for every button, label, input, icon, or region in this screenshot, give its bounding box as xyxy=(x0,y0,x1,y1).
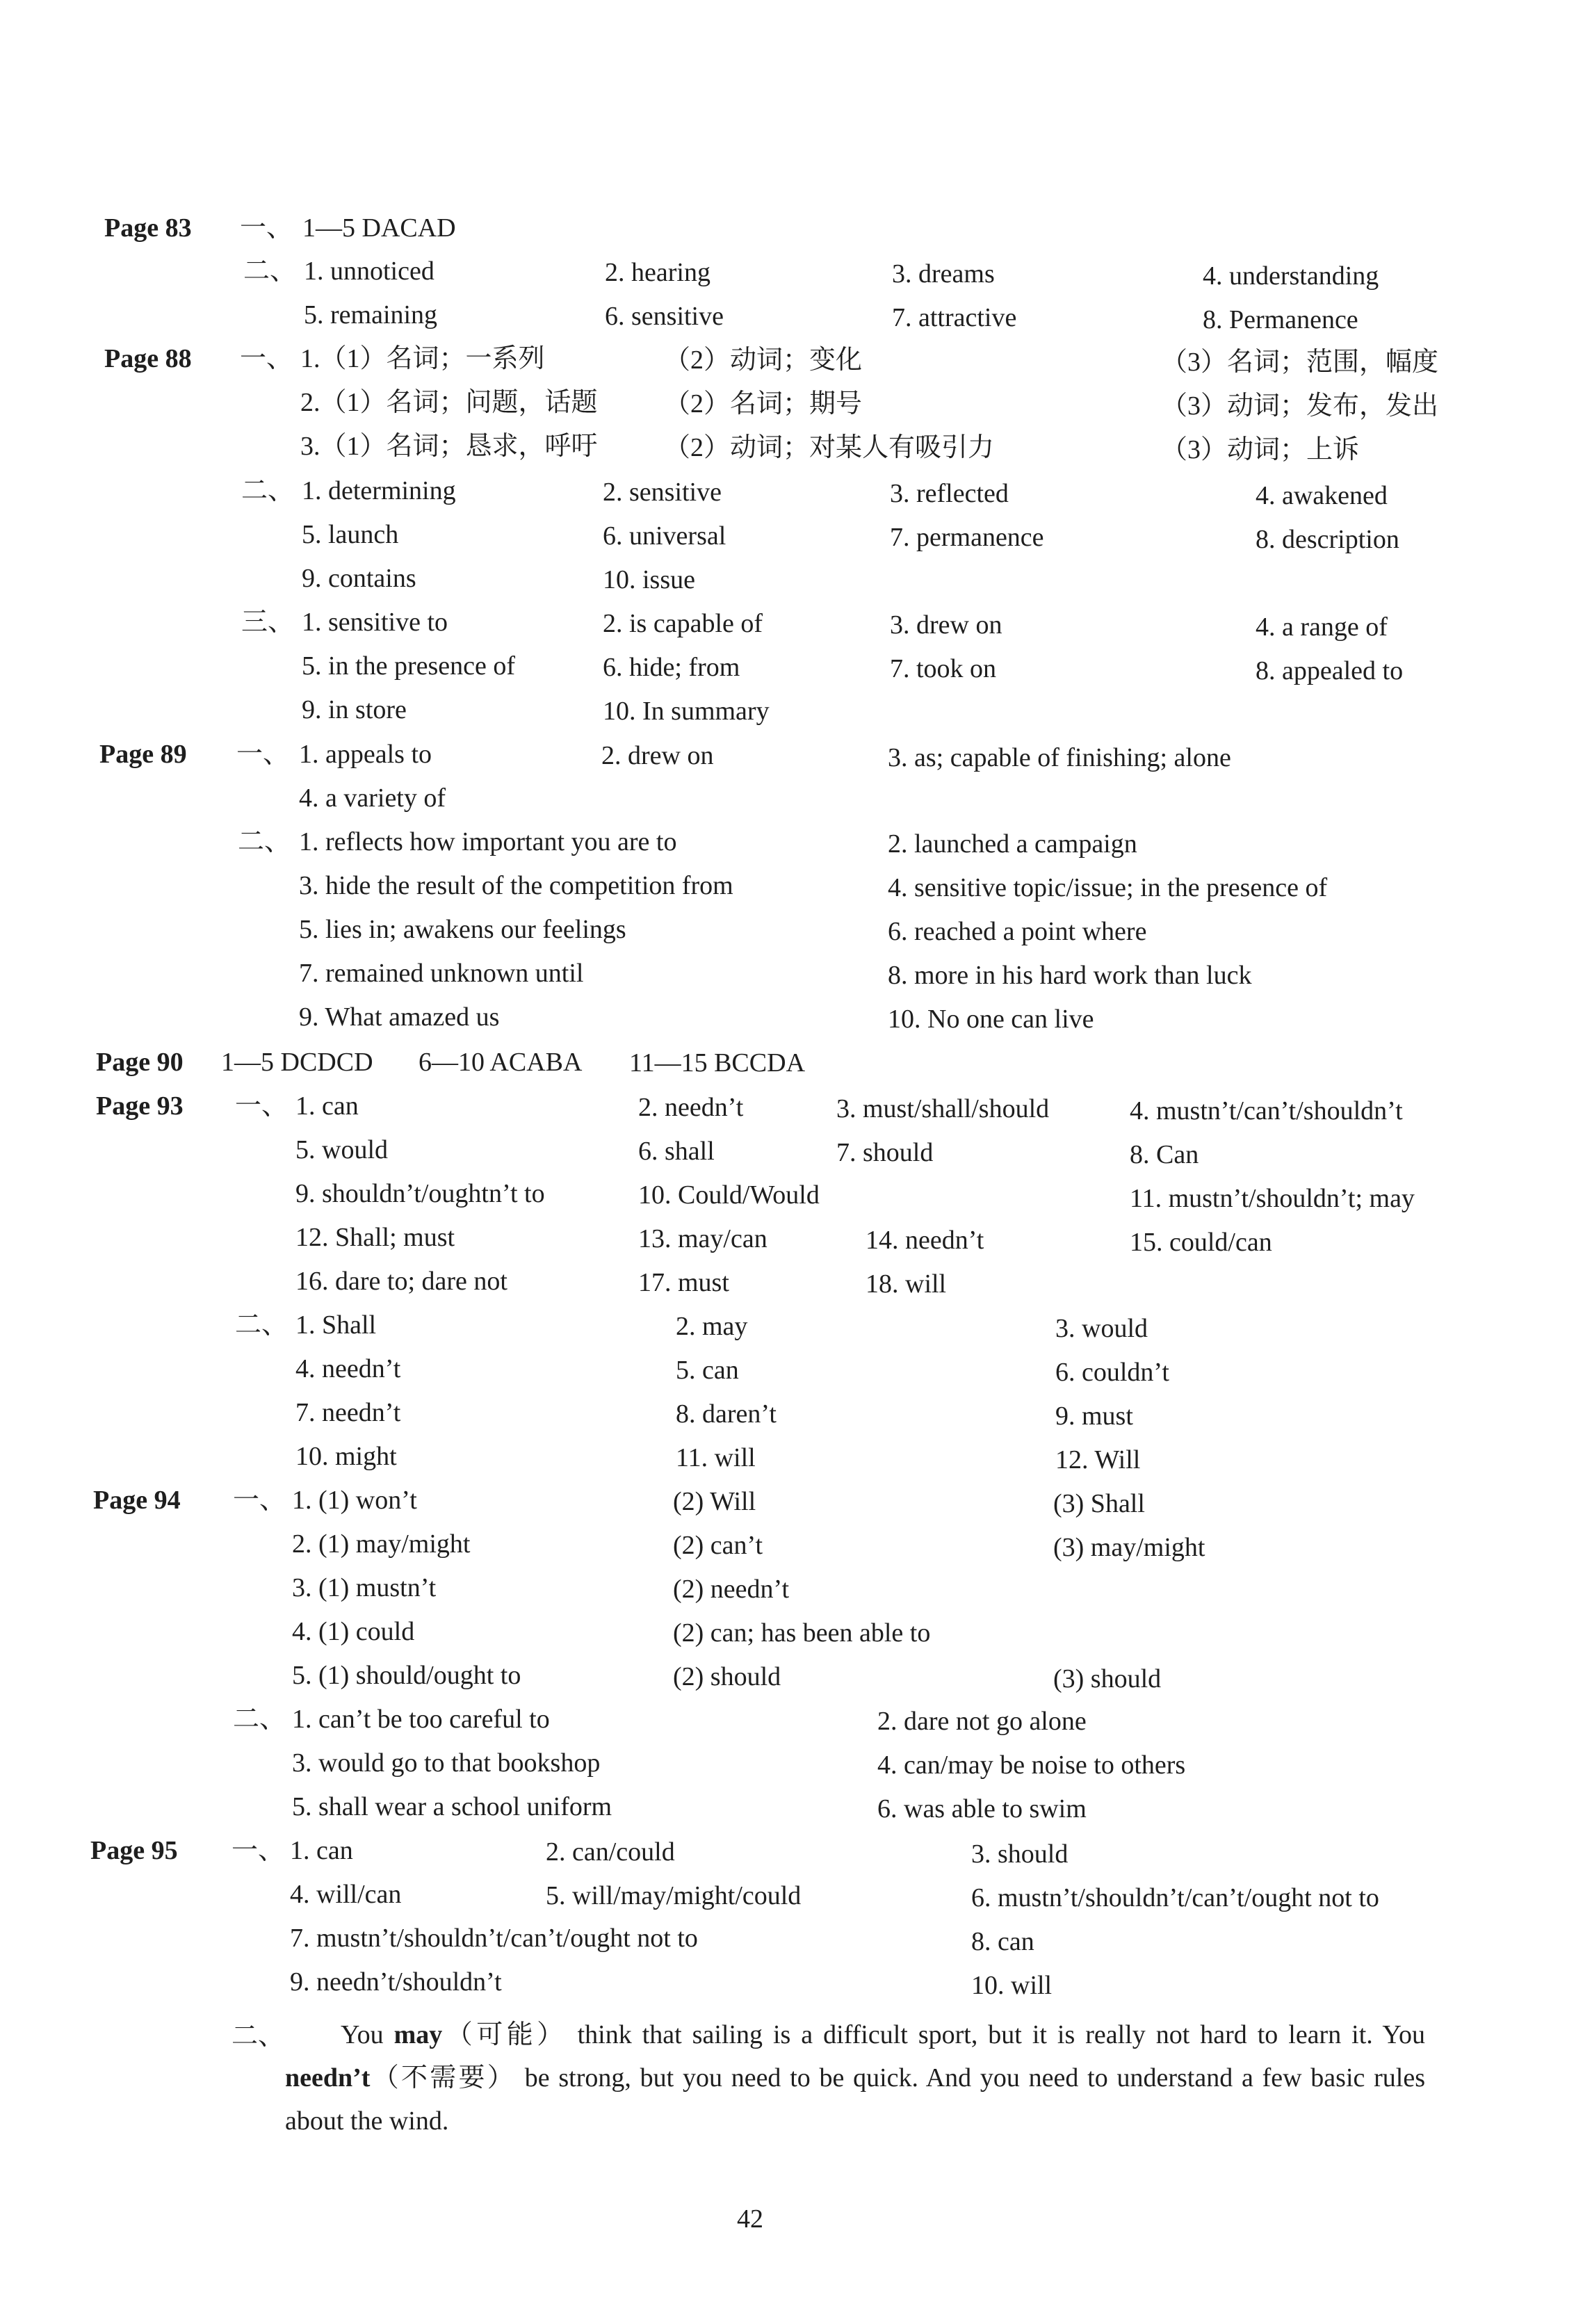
answer: 2.（1）名词；问题，话题 xyxy=(300,388,598,417)
section-mark: 一、 xyxy=(240,213,293,243)
answer: （2）名词；期号 xyxy=(664,389,863,419)
answer: 6. shall xyxy=(638,1137,715,1166)
answer: (2) should xyxy=(673,1662,781,1691)
answer: 10. No one can live xyxy=(888,1005,1094,1034)
answer: 1. can xyxy=(290,1836,353,1865)
answer: 12. Shall; must xyxy=(295,1223,455,1252)
answer: 6. sensitive xyxy=(605,302,724,331)
answer: (3) may/might xyxy=(1053,1533,1205,1562)
answer: 5. will/may/might/could xyxy=(546,1881,802,1910)
answer: 4. (1) could xyxy=(292,1617,415,1646)
answer: 3. must/shall/should xyxy=(836,1094,1050,1123)
section-mark: 二、 xyxy=(238,827,291,856)
answer: 10. will xyxy=(971,1971,1053,2000)
answer: 2. may xyxy=(676,1312,748,1341)
answer: 6. mustn’t/shouldn’t/can’t/ought not to xyxy=(971,1883,1379,1912)
answer: (3) should xyxy=(1053,1664,1162,1693)
section-mark: 二、 xyxy=(243,257,297,286)
answer: 3. drew on xyxy=(890,610,1002,640)
answer: (3) Shall xyxy=(1053,1489,1145,1518)
answer: 7. permanence xyxy=(890,523,1044,552)
answer: 17. must xyxy=(638,1268,729,1297)
answer: 14. needn’t xyxy=(866,1226,984,1255)
passage-text: You xyxy=(341,2020,394,2049)
answer: 2. dare not go alone xyxy=(877,1707,1087,1736)
answer: 8. daren’t xyxy=(676,1399,777,1429)
answer: 6. couldn’t xyxy=(1055,1358,1169,1387)
answer: 1—5 DCDCD xyxy=(221,1048,373,1077)
answer: 7. remained unknown until xyxy=(299,959,584,988)
answer: 3. should xyxy=(971,1839,1069,1869)
answer: 9. in store xyxy=(302,695,407,724)
answer: 1. reflects how important you are to xyxy=(299,827,677,856)
passage-text: think that sailing is a difficult sport, but it is really not hard to learn it. You xyxy=(567,2020,1425,2049)
answer: 1. (1) won’t xyxy=(292,1486,417,1515)
answer: 1—5 DACAD xyxy=(302,213,456,243)
section-mark: 一、 xyxy=(235,1091,289,1121)
answer: （3）动词；上诉 xyxy=(1161,435,1360,464)
answer: 5. remaining xyxy=(304,300,438,330)
answer: 1. determining xyxy=(302,476,456,505)
answer: （3）名词；范围，幅度 xyxy=(1161,348,1439,377)
answer: (2) Will xyxy=(673,1487,756,1516)
answer: 5. lies in; awakens our feelings xyxy=(299,915,626,944)
answer: 9. must xyxy=(1055,1401,1133,1431)
answer: 8. can xyxy=(971,1927,1034,1956)
answer: 3.（1）名词；恳求，呼吁 xyxy=(300,432,598,461)
answer: 4. a range of xyxy=(1256,612,1388,642)
highlight-word: needn’t xyxy=(285,2063,371,2093)
answer: (2) needn’t xyxy=(673,1575,790,1604)
page-label: Page 93 xyxy=(96,1091,184,1121)
answer: 8. more in his hard work than luck xyxy=(888,961,1252,990)
answer: 5. in the presence of xyxy=(302,651,516,681)
answer: 2. sensitive xyxy=(603,478,722,507)
answer: （2）动词；对某人有吸引力 xyxy=(664,433,995,462)
passage-text: be strong, but you need to be quick. And you need to understand a few basic rules about the wind. xyxy=(285,2063,1425,2136)
answer: （3）动词；发布，发出 xyxy=(1161,391,1439,421)
answer: 8. appealed to xyxy=(1256,656,1404,685)
answer: 16. dare to; dare not xyxy=(295,1267,507,1296)
section-mark: 一、 xyxy=(240,344,293,373)
answer: 4. needn’t xyxy=(295,1354,401,1383)
answer: 9. What amazed us xyxy=(299,1002,500,1032)
answer: 6. hide; from xyxy=(603,653,740,682)
answer: 2. needn’t xyxy=(638,1093,744,1122)
answer: 2. drew on xyxy=(601,741,714,770)
passage-paragraph xyxy=(285,2013,1425,2143)
answer: 10. In summary xyxy=(603,697,770,726)
answer: 10. might xyxy=(295,1442,397,1471)
answer: 10. issue xyxy=(603,565,695,594)
page-label: Page 94 xyxy=(93,1486,181,1515)
answer: 11. mustn’t/shouldn’t; may xyxy=(1130,1184,1415,1213)
answer: 1. Shall xyxy=(295,1310,377,1340)
answer: 8. Can xyxy=(1130,1140,1199,1169)
answer: 1. appeals to xyxy=(299,740,432,769)
answer: 3. would go to that bookshop xyxy=(292,1748,601,1778)
answer: 3. would xyxy=(1055,1314,1148,1343)
section-mark: 一、 xyxy=(236,740,290,769)
answer: 6. was able to swim xyxy=(877,1794,1087,1823)
answer: 4. awakened xyxy=(1256,481,1388,510)
section-mark: 二、 xyxy=(233,1705,286,1734)
answer: 7. mustn’t/shouldn’t/can’t/ought not to xyxy=(290,1924,698,1953)
highlight-word: may xyxy=(393,2020,443,2049)
answer: 4. will/can xyxy=(290,1880,402,1909)
answer: 5. launch xyxy=(302,520,399,549)
answer: 10. Could/Would xyxy=(638,1180,820,1210)
answer: 4. mustn’t/can’t/shouldn’t xyxy=(1130,1096,1403,1126)
answer: 6. reached a point where xyxy=(888,917,1147,946)
answer: 3. as; capable of finishing; alone xyxy=(888,743,1231,772)
page-label: Page 89 xyxy=(99,740,187,769)
answer: 7. took on xyxy=(890,654,997,683)
answer: 1. can’t be too careful to xyxy=(292,1705,550,1734)
section-mark: 一、 xyxy=(232,1836,285,1865)
answer: 7. should xyxy=(836,1138,934,1167)
answer: 2. is capable of xyxy=(603,609,763,638)
answer: 4. a variety of xyxy=(299,783,446,813)
page-label: Page 88 xyxy=(104,344,192,373)
answer: 9. shouldn’t/oughtn’t to xyxy=(295,1179,545,1208)
answer: 7. needn’t xyxy=(295,1398,401,1427)
answer: 5. would xyxy=(295,1135,388,1164)
page-label: Page 83 xyxy=(104,213,192,243)
gloss: （不需要） xyxy=(370,2063,516,2093)
answer: 1. sensitive to xyxy=(302,608,448,637)
answer: 2. (1) may/might xyxy=(292,1529,471,1559)
answer: 5. can xyxy=(676,1356,739,1385)
answer: 8. description xyxy=(1256,525,1399,554)
answer: 1. can xyxy=(295,1091,359,1121)
gloss: （可能） xyxy=(442,2020,567,2049)
answer: 18. will xyxy=(866,1269,947,1299)
answer: 15. could/can xyxy=(1130,1228,1272,1257)
section-mark: 一、 xyxy=(233,1486,286,1515)
answer: 6—10 ACABA xyxy=(419,1048,583,1077)
answer: 3. hide the result of the competition from xyxy=(299,871,733,900)
answer: 9. contains xyxy=(302,564,416,593)
answer: 4. sensitive topic/issue; in the presence of xyxy=(888,873,1328,902)
page-number: 42 xyxy=(737,2204,763,2234)
answer: 4. can/may be noise to others xyxy=(877,1750,1186,1780)
answer: 2. launched a campaign xyxy=(888,829,1137,859)
answer: 11. will xyxy=(676,1443,756,1472)
answer: 8. Permanence xyxy=(1203,305,1358,334)
answer: 5. (1) should/ought to xyxy=(292,1661,521,1690)
answer: 3. (1) mustn’t xyxy=(292,1573,437,1602)
answer: 2. hearing xyxy=(605,258,710,287)
answer: 4. understanding xyxy=(1203,261,1379,291)
answer: 6. universal xyxy=(603,521,726,551)
answer: 12. Will xyxy=(1055,1445,1141,1474)
section-mark: 二、 xyxy=(241,476,295,505)
section-mark: 三、 xyxy=(241,608,295,637)
answer: (2) can’t xyxy=(673,1531,763,1560)
section-mark: 二、 xyxy=(232,2022,285,2051)
answer: 9. needn’t/shouldn’t xyxy=(290,1967,502,1997)
answer: 1.（1）名词；一系列 xyxy=(300,344,545,373)
answer: 1. unnoticed xyxy=(304,257,434,286)
answer: 13. may/can xyxy=(638,1224,767,1253)
section-mark: 二、 xyxy=(235,1310,289,1340)
answer: 5. shall wear a school uniform xyxy=(292,1792,612,1821)
page-label: Page 95 xyxy=(90,1836,178,1865)
answer: （2）动词；变化 xyxy=(664,346,863,375)
answer: (2) can; has been able to xyxy=(673,1618,931,1648)
answer: 2. can/could xyxy=(546,1837,675,1867)
page-label: Page 90 xyxy=(96,1048,184,1077)
answer: 11—15 BCCDA xyxy=(629,1048,806,1078)
answer: 3. dreams xyxy=(892,259,995,289)
answer: 7. attractive xyxy=(892,303,1017,332)
answer: 3. reflected xyxy=(890,479,1009,508)
